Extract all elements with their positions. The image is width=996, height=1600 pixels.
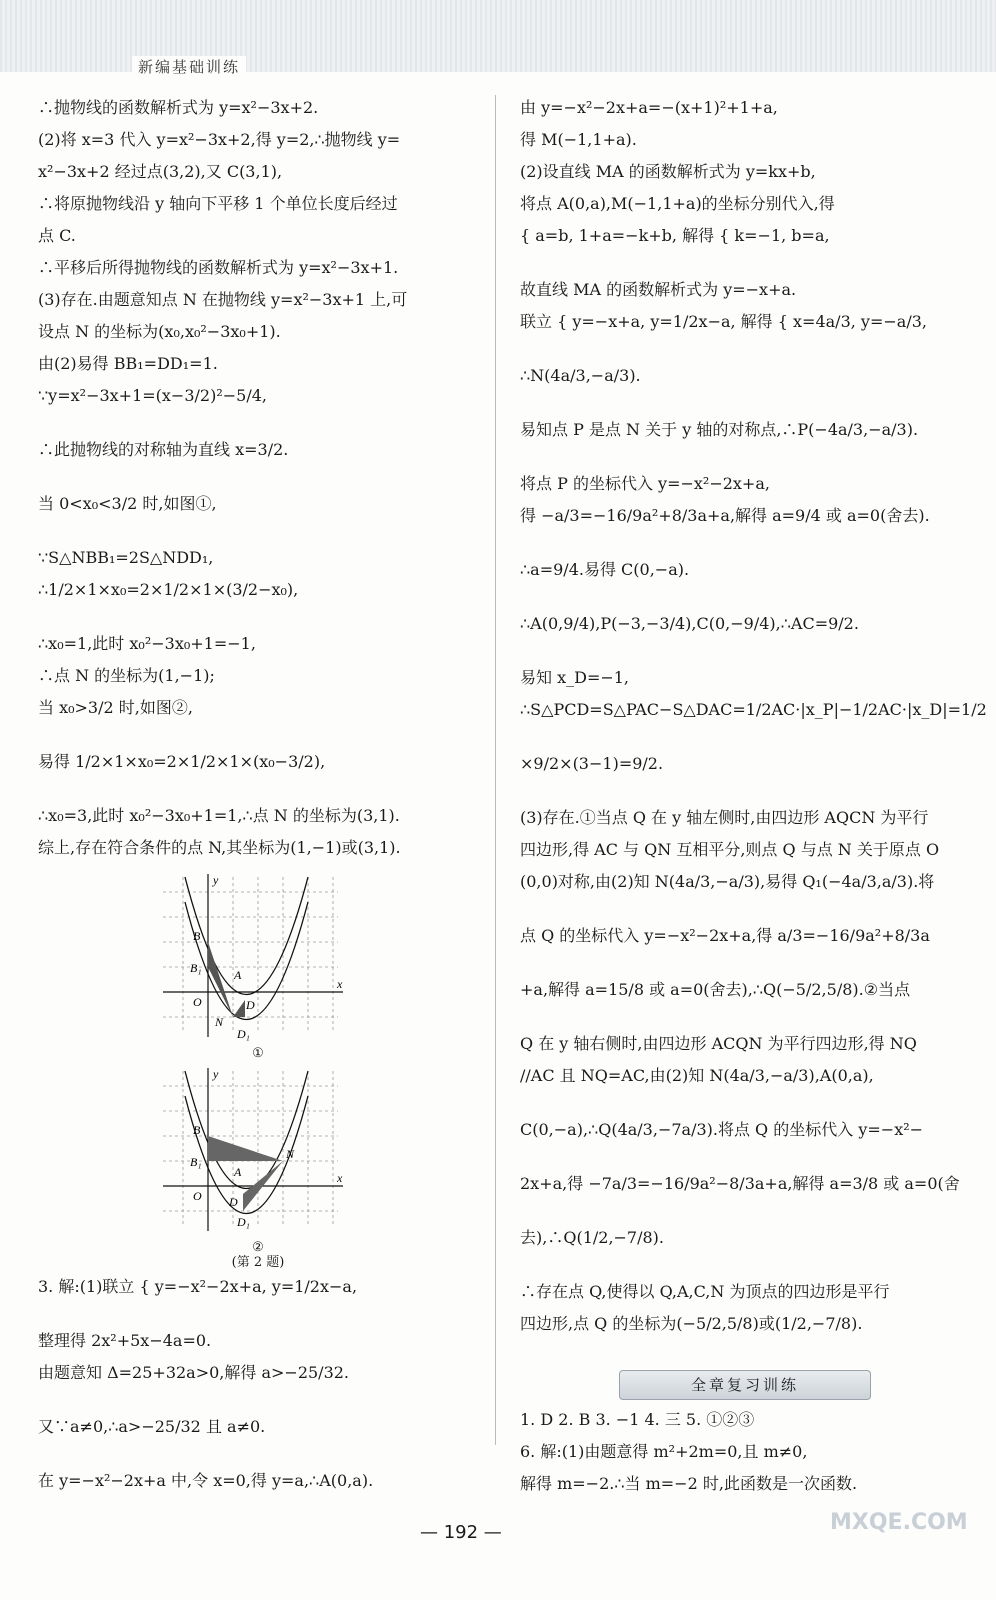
- text-line: 四边形,得 AC 与 QN 互相平分,则点 Q 与点 N 关于原点 O: [520, 840, 940, 859]
- text-line: ∴1/2×1×x₀=2×1/2×1×(3/2−x₀),: [38, 580, 299, 599]
- point-d-label: D: [229, 1195, 238, 1209]
- figure-2-label: ②: [252, 1240, 264, 1255]
- text-line: Q 在 y 轴右侧时,由四边形 ACQN 为平行四边形,得 NQ: [520, 1034, 917, 1053]
- origin-label: O: [193, 995, 202, 1009]
- point-n-label: N: [286, 1147, 295, 1161]
- text-line: (2)将 x=3 代入 y=x²−3x+2,得 y=2,∴抛物线 y=: [38, 130, 401, 149]
- text-line: 当 x₀>3/2 时,如图②,: [38, 698, 193, 717]
- x-axis-label: x: [337, 977, 343, 991]
- point-d1-label: D₁: [237, 1215, 250, 1229]
- text-line: 易知 x_D=−1,: [520, 668, 630, 687]
- text-line: 故直线 MA 的函数解析式为 y=−x+a.: [520, 280, 797, 299]
- y-axis-label: y: [213, 1067, 219, 1081]
- text-line: 由题意知 Δ=25+32a>0,解得 a>−25/32.: [38, 1363, 350, 1382]
- point-n-label: N: [215, 1015, 224, 1029]
- text-line: ∴N(4a/3,−a/3).: [520, 366, 641, 385]
- text-line: 解得 m=−2.∴当 m=−2 时,此函数是一次函数.: [520, 1474, 858, 1493]
- header-title: 新编基础训练: [132, 56, 246, 77]
- figure-2: [163, 1066, 353, 1269]
- point-a-label: A: [234, 1165, 242, 1179]
- figure-1: [163, 872, 353, 1060]
- point-a-label: A: [234, 968, 242, 982]
- text-line: C(0,−a),∴Q(4a/3,−7a/3).将点 Q 的坐标代入 y=−x²−: [520, 1120, 924, 1139]
- text-line: ∵S△NBB₁=2S△NDD₁,: [38, 548, 214, 567]
- right-column: [520, 98, 987, 1508]
- text-line: ∴A(0,9/4),P(−3,−3/4),C(0,−9/4),∴AC=9/2.: [520, 614, 859, 633]
- text-line: 联立 { y=−x+a, y=1/2x−a, 解得 { x=4a/3, y=−a/3,: [520, 312, 927, 331]
- text-line: ∴抛物线的函数解析式为 y=x²−3x+2.: [38, 98, 319, 117]
- text-line: 将点 A(0,a),M(−1,1+a)的坐标分别代入,得: [520, 194, 835, 213]
- text-line: ×9/2×(3−1)=9/2.: [520, 754, 664, 773]
- text-line: { a=b, 1+a=−k+b, 解得 { k=−1, b=a,: [520, 226, 830, 245]
- point-d1-label: D₁: [237, 1027, 250, 1041]
- text-line: 由 y=−x²−2x+a=−(x+1)²+1+a,: [520, 98, 778, 117]
- graph-figure-2: [163, 1066, 353, 1236]
- watermark: MXQE.COM: [830, 1510, 968, 1535]
- text-line: 点 C.: [38, 226, 76, 245]
- left-column: [38, 100, 478, 1505]
- text-line: ∴点 N 的坐标为(1,−1);: [38, 666, 215, 685]
- text-line: 由(2)易得 BB₁=DD₁=1.: [38, 354, 218, 373]
- text-line: 当 0<x₀<3/2 时,如图①,: [38, 494, 217, 513]
- text-line: x²−3x+2 经过点(3,2),又 C(3,1),: [38, 162, 283, 181]
- text-line: //AC 且 NQ=AC,由(2)知 N(4a/3,−a/3),A(0,a),: [520, 1066, 874, 1085]
- text-line: 去),∴Q(1/2,−7/8).: [520, 1228, 665, 1247]
- text-line: (3)存在.由题意知点 N 在抛物线 y=x²−3x+1 上,可: [38, 290, 408, 309]
- text-line: (0,0)对称,由(2)知 N(4a/3,−a/3),易得 Q₁(−4a/3,a/3).将: [520, 872, 935, 891]
- y-axis-label: y: [213, 873, 219, 887]
- answer-line: 1. D 2. B 3. −1 4. 三 5. ①②③: [520, 1410, 755, 1429]
- text-line: 易得 1/2×1×x₀=2×1/2×1×(x₀−3/2),: [38, 752, 326, 771]
- section-tag: 全章复习训练: [619, 1370, 871, 1400]
- graph-figure-1: [163, 872, 353, 1042]
- point-b-label: B: [193, 929, 201, 943]
- text-line: 得 −a/3=−16/9a²+8/3a+a,解得 a=9/4 或 a=0(舍去).: [520, 506, 930, 525]
- text-line: 3. 解:(1)联立 { y=−x²−2x+a, y=1/2x−a,: [38, 1277, 358, 1296]
- text-line: 在 y=−x²−2x+a 中,令 x=0,得 y=a,∴A(0,a).: [38, 1471, 374, 1490]
- origin-label: O: [193, 1189, 202, 1203]
- page-number: — 192 —: [420, 1522, 502, 1543]
- text-line: ∴a=9/4.易得 C(0,−a).: [520, 560, 690, 579]
- text-line: 又∵a≠0,∴a>−25/32 且 a≠0.: [38, 1417, 266, 1436]
- text-line: ∴x₀=1,此时 x₀²−3x₀+1=−1,: [38, 634, 256, 653]
- point-d-label: D: [246, 998, 255, 1012]
- text-line: ∴平移后所得抛物线的函数解析式为 y=x²−3x+1.: [38, 258, 399, 277]
- text-line: 6. 解:(1)由题意得 m²+2m=0,且 m≠0,: [520, 1442, 808, 1461]
- text-line: 整理得 2x²+5x−4a=0.: [38, 1331, 212, 1350]
- text-line: 点 Q 的坐标代入 y=−x²−2x+a,得 a/3=−16/9a²+8/3a: [520, 926, 930, 945]
- text-line: 得 M(−1,1+a).: [520, 130, 637, 149]
- text-line: +a,解得 a=15/8 或 a=0(舍去),∴Q(−5/2,5/8).②当点: [520, 980, 911, 999]
- text-line: (3)存在.①当点 Q 在 y 轴左侧时,由四边形 AQCN 为平行: [520, 808, 929, 827]
- text-line: (2)设直线 MA 的函数解析式为 y=kx+b,: [520, 162, 816, 181]
- x-axis-label: x: [337, 1171, 343, 1185]
- text-line: 综上,存在符合条件的点 N,其坐标为(1,−1)或(3,1).: [38, 838, 401, 857]
- text-line: 将点 P 的坐标代入 y=−x²−2x+a,: [520, 474, 770, 493]
- text-line: 2x+a,得 −7a/3=−16/9a²−8/3a+a,解得 a=3/8 或 a=0(舍: [520, 1174, 960, 1193]
- text-line: 设点 N 的坐标为(x₀,x₀²−3x₀+1).: [38, 322, 281, 341]
- text-line: ∴S△PCD=S△PAC−S△DAC=1/2AC·|x_P|−1/2AC·|x_D|=1/2: [520, 700, 987, 719]
- point-b-label: B: [193, 1123, 201, 1137]
- text-line: 四边形,点 Q 的坐标为(−5/2,5/8)或(1/2,−7/8).: [520, 1314, 863, 1333]
- figure-caption: (第 2 题): [231, 1255, 285, 1270]
- point-b1-label: B₁: [190, 1155, 202, 1169]
- text-line: 易知点 P 是点 N 关于 y 轴的对称点,∴P(−4a/3,−a/3).: [520, 420, 919, 439]
- column-divider: [495, 95, 496, 1445]
- figure-1-label: ①: [252, 1046, 264, 1061]
- text-line: ∴此抛物线的对称轴为直线 x=3/2.: [38, 440, 289, 459]
- text-line: ∴x₀=3,此时 x₀²−3x₀+1=1,∴点 N 的坐标为(3,1).: [38, 806, 400, 825]
- text-line: ∵y=x²−3x+1=(x−3/2)²−5/4,: [38, 386, 267, 405]
- text-line: ∴存在点 Q,使得以 Q,A,C,N 为顶点的四边形是平行: [520, 1282, 890, 1301]
- point-b1-label: B₁: [190, 961, 202, 975]
- text-line: ∴将原抛物线沿 y 轴向下平移 1 个单位长度后经过: [38, 194, 398, 213]
